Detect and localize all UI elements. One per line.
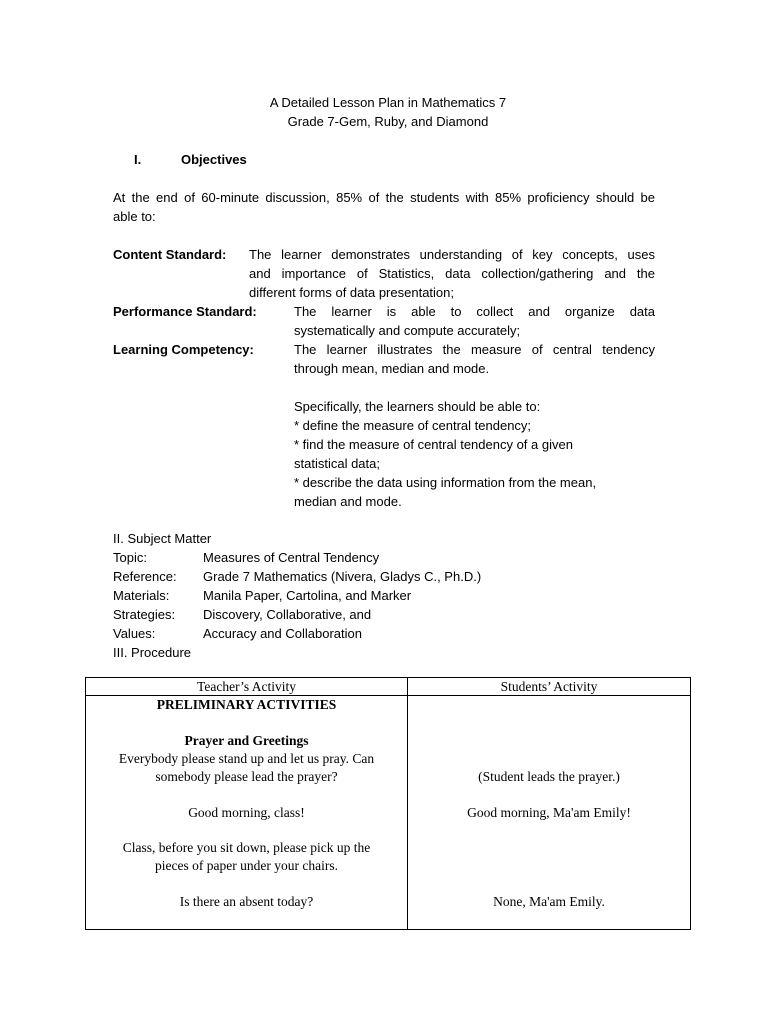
- objectives-numeral: I.: [134, 152, 142, 167]
- teacher-greeting: Good morning, class!: [188, 805, 305, 820]
- performance-standard-label: Performance Standard:: [113, 304, 257, 319]
- document-title: A Detailed Lesson Plan in Mathematics 7: [269, 95, 507, 110]
- specific-objective-item: * find the measure of central tendency of a given: [294, 437, 573, 452]
- procedure-table: [85, 677, 691, 930]
- student-prayer-response: (Student leads the prayer.): [478, 769, 620, 784]
- preliminary-activities-heading: PRELIMINARY ACTIVITIES: [156, 697, 337, 712]
- subject-row-reference: [113, 567, 673, 586]
- subject-row-value: Grade 7 Mathematics (Nivera, Gladys C., Ph.D.): [203, 569, 482, 584]
- table-row: [86, 696, 691, 930]
- procedure-heading: III. Procedure: [113, 645, 192, 660]
- subject-matter-list: [113, 548, 673, 643]
- subject-row-topic: [113, 548, 673, 567]
- student-absent-response: None, Ma'am Emily.: [493, 894, 605, 909]
- content-standard-line-3: different forms of data presentation;: [249, 285, 454, 300]
- subject-row-label: Topic:: [113, 550, 147, 565]
- specific-objective-item: median and mode.: [294, 494, 402, 509]
- objectives-intro-line-2: able to:: [113, 209, 156, 224]
- subject-row-strategies: [113, 605, 673, 624]
- column-header-teacher: Teacher’s Activity: [86, 678, 408, 696]
- subject-row-materials: [113, 586, 673, 605]
- students-activity-cell: [408, 696, 691, 930]
- learning-competency-line-2: through mean, median and mode.: [294, 361, 490, 376]
- subject-row-label: Materials:: [113, 588, 170, 603]
- subject-row-value: Accuracy and Collaboration: [203, 626, 362, 641]
- subject-row-label: Strategies:: [113, 607, 176, 622]
- prayer-greetings-heading: Prayer and Greetings: [184, 733, 309, 748]
- learning-competency-text: [294, 340, 655, 378]
- specific-objectives-intro: Specifically, the learners should be able to:: [294, 399, 541, 414]
- column-header-students: Students’ Activity: [408, 678, 691, 696]
- teacher-paper-line-1: Class, before you sit down, please pick up the: [122, 840, 371, 855]
- content-standard-text: [249, 245, 655, 302]
- specific-objective-item: * define the measure of central tendency;: [294, 418, 532, 433]
- objectives-heading: Objectives: [181, 152, 247, 167]
- subject-row-value: Manila Paper, Cartolina, and Marker: [203, 588, 412, 603]
- teacher-activity-cell: [86, 696, 408, 930]
- subject-row-label: Values:: [113, 626, 156, 641]
- subject-row-label: Reference:: [113, 569, 177, 584]
- teacher-prayer-line-1: Everybody please stand up and let us pray. Can: [118, 751, 375, 766]
- learning-competency-line-1: The learner illustrates the measure of central tendency: [294, 342, 655, 357]
- subject-row-value: Measures of Central Tendency: [203, 550, 380, 565]
- document-subtitle: Grade 7-Gem, Ruby, and Diamond: [287, 114, 489, 129]
- content-standard-line-1: The learner demonstrates understanding of key concepts, uses: [249, 247, 655, 262]
- content-standard-label: Content Standard:: [113, 247, 227, 262]
- teacher-prayer-line-2: somebody please lead the prayer?: [155, 769, 338, 784]
- subject-row-value: Discovery, Collaborative, and: [203, 607, 372, 622]
- objectives-intro-line-1: At the end of 60-minute discussion, 85% of the students with 85% proficiency should be: [113, 190, 655, 205]
- performance-standard-text: [294, 302, 655, 340]
- specific-objective-item: statistical data;: [294, 456, 380, 471]
- subject-matter-heading: II. Subject Matter: [113, 531, 212, 546]
- objectives-intro: [113, 188, 655, 226]
- table-header-row: [86, 678, 691, 696]
- performance-standard-line-2: systematically and compute accurately;: [294, 323, 521, 338]
- learning-competency-label: Learning Competency:: [113, 342, 254, 357]
- student-greeting-response: Good morning, Ma'am Emily!: [467, 805, 631, 820]
- teacher-paper-line-2: pieces of paper under your chairs.: [155, 858, 338, 873]
- content-standard-line-2: and importance of Statistics, data collection/gathering and the: [249, 266, 655, 281]
- subject-row-values: [113, 624, 673, 643]
- teacher-absent-question: Is there an absent today?: [179, 894, 314, 909]
- performance-standard-line-1: The learner is able to collect and organize data: [294, 304, 655, 319]
- specific-objective-item: * describe the data using information from the mean,: [294, 475, 597, 490]
- specific-objectives: [294, 397, 655, 511]
